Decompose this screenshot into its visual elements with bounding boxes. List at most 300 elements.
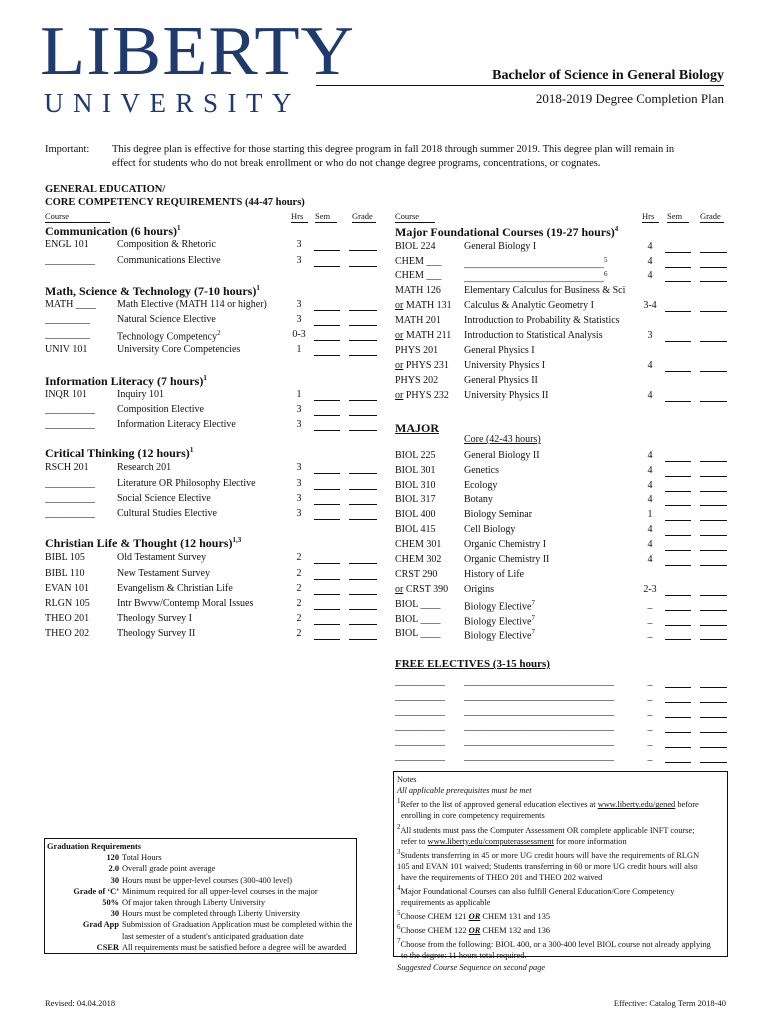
course-name-sup: 7 <box>531 614 535 622</box>
sem-blank[interactable] <box>314 480 340 490</box>
course-row <box>45 569 380 583</box>
course-code: __________ <box>45 493 95 504</box>
section-title-text: Information Literacy (7 hours) <box>45 374 204 388</box>
note-5-a: Choose CHEM 121 <box>400 912 469 922</box>
sem-blank[interactable] <box>314 615 340 625</box>
or-connector: or <box>395 300 404 311</box>
grade-blank[interactable] <box>349 615 377 625</box>
course-code: __________ <box>45 508 95 519</box>
course-name <box>464 316 620 326</box>
grade-blank[interactable] <box>349 480 377 490</box>
course-hours: 3 <box>296 239 302 250</box>
foundational-title-sup: 4 <box>614 225 619 233</box>
course-code: PHYS 202 <box>395 375 439 386</box>
grade-blank[interactable] <box>700 452 727 462</box>
course-name-text: Cell Biology <box>464 524 516 535</box>
grade-blank[interactable] <box>349 585 377 595</box>
sem-blank[interactable] <box>665 243 691 253</box>
course-name <box>464 510 532 520</box>
sem-blank[interactable] <box>665 496 691 506</box>
sem-blank[interactable] <box>314 464 340 474</box>
course-name-text: ______________________________ <box>464 676 614 687</box>
sem-blank[interactable] <box>665 272 691 282</box>
course-name-text: Theology Survey I <box>117 613 192 624</box>
sem-blank[interactable] <box>665 738 691 748</box>
course-name <box>464 525 515 535</box>
note-6-or: OR <box>468 926 481 936</box>
sem-blank[interactable] <box>314 406 340 416</box>
right-col-sem: Sem <box>667 212 689 223</box>
course-name <box>117 479 256 489</box>
course-row <box>395 346 727 360</box>
course-code-text: CRST 390 <box>403 584 449 595</box>
course-name-text: Technology Competency <box>117 331 218 343</box>
grade-blank[interactable] <box>349 630 377 640</box>
grade-blank[interactable] <box>349 257 377 267</box>
course-code: UNIV 101 <box>45 344 88 355</box>
grade-blank[interactable] <box>700 630 727 640</box>
course-name <box>464 570 524 580</box>
course-hours: 3 <box>296 299 302 310</box>
course-name-text: New Testament Survey <box>117 568 210 579</box>
course-code: CRST 290 <box>395 569 438 580</box>
grade-blank[interactable] <box>700 693 727 703</box>
course-row <box>395 361 727 375</box>
important-label: Important: <box>45 144 90 155</box>
course-hours: _ <box>647 691 653 702</box>
course-name-text: Information Literacy Elective <box>117 419 236 430</box>
course-row <box>395 600 727 614</box>
course-row <box>395 677 727 691</box>
header-rule <box>316 85 724 86</box>
sem-blank[interactable] <box>665 723 691 733</box>
course-code: __________ <box>395 751 445 762</box>
graduation-text: Minimum required for all upper-level courses in the major <box>122 886 318 896</box>
course-name-text: University Physics II <box>464 390 549 401</box>
notes-prereq: All applicable prerequisites must be met <box>397 786 532 796</box>
graduation-text: Hours must be upper-level courses (300-400 level) <box>122 875 293 885</box>
grade-blank[interactable] <box>700 511 727 521</box>
grade-blank[interactable] <box>700 258 727 268</box>
course-name <box>117 569 210 579</box>
graduation-text: Of major taken through Liberty University <box>122 898 266 908</box>
course-code-text: PHYS 232 <box>403 390 449 401</box>
grade-blank[interactable] <box>700 541 727 551</box>
course-row <box>395 331 727 345</box>
note-1-b: before <box>675 800 699 810</box>
grade-blank[interactable] <box>700 302 727 312</box>
important-line-2: effect for students who do not break enrollment or who do not change degree programs, concentrations, or cognates. <box>112 158 601 169</box>
graduation-row <box>47 875 354 886</box>
sem-blank[interactable] <box>665 452 691 462</box>
section-title <box>45 447 193 459</box>
right-col-hrs: Hrs <box>642 212 659 223</box>
grade-blank[interactable] <box>349 510 377 520</box>
course-name-text: Composition Elective <box>117 404 204 415</box>
course-name-text: Biology Elective <box>464 630 532 642</box>
grade-blank[interactable] <box>349 406 377 416</box>
course-row <box>395 257 727 271</box>
computer-assessment-link[interactable]: www.liberty.edu/computerassessment <box>427 836 554 846</box>
course-hours: _ <box>647 706 653 717</box>
course-code: RLGN 105 <box>45 598 90 609</box>
course-hours: 4 <box>647 390 653 401</box>
course-name-text: Theology Survey II <box>117 628 196 639</box>
sem-blank[interactable] <box>665 753 691 763</box>
course-name-text: Composition & Rhetoric <box>117 239 216 250</box>
course-name <box>464 301 594 311</box>
gen-ed-heading-1: GENERAL EDUCATION/ <box>45 184 166 195</box>
grade-blank[interactable] <box>700 723 727 733</box>
course-code: BIOL 224 <box>395 241 436 252</box>
course-code: BIOL ____ <box>395 628 441 639</box>
grade-blank[interactable] <box>349 316 377 326</box>
graduation-row <box>47 942 354 954</box>
course-code: BIOL 415 <box>395 524 436 535</box>
course-row <box>45 405 380 419</box>
course-code <box>395 391 449 401</box>
course-name <box>464 692 614 702</box>
course-code: INQR 101 <box>45 389 87 400</box>
course-row <box>395 555 727 569</box>
sem-blank[interactable] <box>314 585 340 595</box>
grade-blank[interactable] <box>700 708 727 718</box>
course-name-text: Inquiry 101 <box>117 389 164 400</box>
sem-blank[interactable] <box>665 586 691 596</box>
grade-blank[interactable] <box>700 678 727 688</box>
grade-blank[interactable] <box>700 556 727 566</box>
note-6-a: Choose CHEM 122 <box>400 926 469 936</box>
course-name-text: General Biology I <box>464 241 537 252</box>
sem-blank[interactable] <box>314 570 340 580</box>
course-code: CHEM 301 <box>395 539 442 550</box>
course-row <box>395 737 727 751</box>
course-hours: 4 <box>647 480 653 491</box>
sem-blank[interactable] <box>665 302 691 312</box>
course-row <box>395 722 727 736</box>
or-connector: or <box>395 330 404 341</box>
grade-blank[interactable] <box>700 243 727 253</box>
course-hours: _ <box>647 721 653 732</box>
course-hours: 3 <box>296 508 302 519</box>
section-title-text: Math, Science & Technology (7-10 hours) <box>45 284 257 298</box>
course-code: THEO 201 <box>45 613 90 624</box>
left-col-course: Course <box>45 212 110 223</box>
liberty-logo-wordmark: LIBERTY <box>40 12 355 90</box>
section-title-text: Christian Life & Thought (12 hours) <box>45 536 233 550</box>
sem-blank[interactable] <box>314 331 340 341</box>
course-hours: 4 <box>647 524 653 535</box>
course-row <box>395 481 727 495</box>
graduation-row <box>47 897 354 908</box>
section-title <box>45 537 241 549</box>
course-code: __________ <box>395 736 445 747</box>
grade-blank[interactable] <box>349 346 377 356</box>
sem-blank[interactable] <box>665 332 691 342</box>
course-code-text: PHYS 231 <box>403 360 449 371</box>
course-hours: 3 <box>296 493 302 504</box>
course-row <box>395 615 727 629</box>
grade-blank[interactable] <box>700 496 727 506</box>
grade-blank[interactable] <box>349 570 377 580</box>
grade-blank[interactable] <box>349 391 377 401</box>
grade-blank[interactable] <box>700 586 727 596</box>
course-code: ENGL 101 <box>45 239 89 250</box>
note-4: $^4$Major Foundational Courses can also fulfill General Education/Core Competency <box>397 884 675 897</box>
core-label-text: Core (42-43 hours) <box>464 434 541 445</box>
section-title-sup: 1 <box>177 224 181 232</box>
course-code: PHYS 201 <box>395 345 439 356</box>
section-title <box>45 285 260 297</box>
note-7: $^7$Choose from the following: BIOL 400, or a 300-400 level BIOL course not already applying <box>397 937 711 950</box>
left-col-sem: Sem <box>315 212 337 223</box>
or-connector: or <box>395 360 404 371</box>
graduation-label: 30 <box>110 909 119 919</box>
course-name-text: Biology Seminar <box>464 509 533 520</box>
grade-blank[interactable] <box>700 392 727 402</box>
important-line-1: This degree plan is effective for those starting this degree program in fall 2018 through summer 2019. This degree plan will remain in <box>112 144 675 155</box>
sem-blank[interactable] <box>314 554 340 564</box>
grade-blank[interactable] <box>349 554 377 564</box>
grade-blank[interactable] <box>700 467 727 477</box>
course-row <box>45 315 380 329</box>
course-hours: 4 <box>647 494 653 505</box>
sem-blank[interactable] <box>665 526 691 536</box>
grade-blank[interactable] <box>700 753 727 763</box>
sem-blank[interactable] <box>314 346 340 356</box>
course-row <box>45 479 380 493</box>
course-code <box>395 585 448 595</box>
course-row <box>395 451 727 465</box>
sem-blank[interactable] <box>665 693 691 703</box>
course-row <box>395 271 727 285</box>
course-code: BIOL ____ <box>395 599 441 610</box>
course-name <box>117 599 253 609</box>
course-row <box>395 629 727 643</box>
course-code: _________ <box>45 329 90 340</box>
right-col-course: Course <box>395 212 435 223</box>
gened-link[interactable]: www.liberty.edu/gened <box>597 800 676 810</box>
grade-blank[interactable] <box>700 616 727 626</box>
course-name <box>117 330 221 342</box>
grade-blank[interactable] <box>700 601 727 611</box>
course-hours: 2 <box>296 628 302 639</box>
course-name-text: ____________________________ <box>464 258 604 270</box>
course-hours: 3 <box>296 419 302 430</box>
course-row <box>395 752 727 766</box>
course-row <box>45 629 380 643</box>
course-name-text: ______________________________ <box>464 706 614 717</box>
course-name-text: Organic Chemistry II <box>464 554 550 565</box>
sem-blank[interactable] <box>314 630 340 640</box>
course-name-text: Evangelism & Christian Life <box>117 583 233 594</box>
grade-blank[interactable] <box>700 526 727 536</box>
course-code: BIBL 105 <box>45 552 85 563</box>
sem-blank[interactable] <box>665 392 691 402</box>
grade-blank[interactable] <box>349 421 377 431</box>
course-name <box>464 376 538 386</box>
course-name <box>464 629 535 641</box>
course-name-text: Intr Bwvw/Contemp Moral Issues <box>117 598 254 609</box>
course-hours: 2-3 <box>643 584 657 595</box>
sem-blank[interactable] <box>314 600 340 610</box>
sem-blank[interactable] <box>314 391 340 401</box>
sem-blank[interactable] <box>665 511 691 521</box>
foundational-title-text: Major Foundational Courses (19-27 hours) <box>395 225 615 239</box>
course-row <box>45 599 380 613</box>
course-row <box>395 376 727 390</box>
sem-blank[interactable] <box>665 630 691 640</box>
course-hours: 4 <box>647 450 653 461</box>
grade-blank[interactable] <box>700 332 727 342</box>
course-code: MATH 126 <box>395 285 441 296</box>
sem-blank[interactable] <box>665 601 691 611</box>
course-name-text: General Physics I <box>464 345 535 356</box>
gen-ed-heading-2: CORE COMPETENCY REQUIREMENTS (44-47 hours) <box>45 197 305 208</box>
grade-blank[interactable] <box>349 241 377 251</box>
course-code: CHEM ___ <box>395 270 442 281</box>
foundational-title <box>395 226 618 238</box>
graduation-row <box>47 908 354 919</box>
course-code: MATH ____ <box>45 299 96 310</box>
course-name <box>464 600 535 612</box>
course-hours: 2 <box>296 568 302 579</box>
grade-blank[interactable] <box>700 362 727 372</box>
sem-blank[interactable] <box>665 708 691 718</box>
note-7-b: to the degree: 11 hours total required. <box>401 951 527 961</box>
course-code: THEO 202 <box>45 628 90 639</box>
course-name <box>464 722 614 732</box>
course-name-text: Math Elective (MATH 114 or higher) <box>117 299 267 310</box>
page-title: Bachelor of Science in General Biology <box>492 68 724 83</box>
grade-blank[interactable] <box>349 331 377 341</box>
note-1-a: Refer to the list of approved general education electives at <box>400 800 598 810</box>
course-row <box>45 584 380 598</box>
left-col-grade: Grade <box>352 212 376 223</box>
graduation-label: CSER <box>47 942 122 954</box>
section-title-sup: 1 <box>189 446 194 454</box>
sem-blank[interactable] <box>665 616 691 626</box>
graduation-row <box>47 931 354 942</box>
course-hours: 0-3 <box>292 329 306 340</box>
grade-blank[interactable] <box>349 600 377 610</box>
course-name-text: Social Science Elective <box>117 493 211 504</box>
course-hours: _ <box>647 614 653 625</box>
grade-blank[interactable] <box>700 272 727 282</box>
sem-blank[interactable] <box>314 241 340 251</box>
course-code: __________ <box>45 419 95 430</box>
sem-blank[interactable] <box>314 421 340 431</box>
sem-blank[interactable] <box>314 316 340 326</box>
course-hours: 3 <box>647 330 653 341</box>
grade-blank[interactable] <box>700 482 727 492</box>
graduation-text: Hours must be completed through Liberty University <box>122 909 301 919</box>
graduation-label: 120 <box>106 853 119 863</box>
course-name-sup: 7 <box>531 628 535 636</box>
sem-blank[interactable] <box>665 258 691 268</box>
section-title-text: Critical Thinking (12 hours) <box>45 446 190 460</box>
sem-blank[interactable] <box>665 541 691 551</box>
course-name <box>464 752 614 762</box>
course-name-text: Genetics <box>464 465 499 476</box>
sem-blank[interactable] <box>665 678 691 688</box>
grade-blank[interactable] <box>349 495 377 505</box>
sem-blank[interactable] <box>665 556 691 566</box>
course-name-sup: 7 <box>531 599 535 607</box>
course-code <box>395 331 451 341</box>
course-hours: 4 <box>647 554 653 565</box>
sem-blank[interactable] <box>665 467 691 477</box>
course-name <box>464 271 608 283</box>
course-name <box>464 555 549 565</box>
course-code <box>395 301 452 311</box>
sem-blank[interactable] <box>314 495 340 505</box>
note-2-a: All students must pass the Computer Assessment OR complete applicable INFT course; <box>400 825 695 835</box>
note-2: $^2$All students must pass the Computer Assessment OR complete applicable INFT course; <box>397 822 695 835</box>
course-name-text: Botany <box>464 494 493 505</box>
course-row <box>395 707 727 721</box>
course-name-text: History of Life <box>464 569 524 580</box>
course-name-text: University Physics I <box>464 360 546 371</box>
course-name-text: Cultural Studies Elective <box>117 508 217 519</box>
course-name-text: Elementary Calculus for Business & Sci <box>464 285 626 296</box>
sem-blank[interactable] <box>314 510 340 520</box>
course-code: BIOL 225 <box>395 450 436 461</box>
course-code: __________ <box>45 404 95 415</box>
sem-blank[interactable] <box>665 362 691 372</box>
sem-blank[interactable] <box>314 301 340 311</box>
sem-blank[interactable] <box>314 257 340 267</box>
graduation-row <box>47 919 354 930</box>
section-title <box>45 375 207 387</box>
course-row <box>45 614 380 628</box>
course-name <box>464 451 540 461</box>
course-name-text: Origins <box>464 584 494 595</box>
graduation-label: Grad App <box>82 920 119 930</box>
graduation-text: Total Hours <box>122 853 162 863</box>
revised-date: Revised: 04.04.2018 <box>45 998 116 1008</box>
course-hours: 3 <box>296 404 302 415</box>
grade-blank[interactable] <box>349 301 377 311</box>
course-hours: 2 <box>296 613 302 624</box>
course-hours: 2 <box>296 583 302 594</box>
course-row <box>395 495 727 509</box>
course-name <box>117 405 204 415</box>
or-connector: or <box>395 584 404 595</box>
sem-blank[interactable] <box>665 482 691 492</box>
course-row <box>395 692 727 706</box>
course-hours: _ <box>647 751 653 762</box>
university-logo-wordmark: UNIVERSITY <box>44 88 301 118</box>
course-name <box>117 509 217 519</box>
grade-blank[interactable] <box>349 464 377 474</box>
suggested-sequence: Suggested Course Sequence on second page <box>397 962 546 972</box>
course-name <box>117 494 211 504</box>
course-row <box>395 525 727 539</box>
course-name <box>464 257 608 269</box>
course-name <box>464 286 625 296</box>
course-hours: 4 <box>647 270 653 281</box>
course-row <box>45 256 380 270</box>
course-row <box>45 390 380 404</box>
course-name <box>464 737 614 747</box>
course-row <box>395 570 727 584</box>
course-row <box>395 242 727 256</box>
grade-blank[interactable] <box>700 738 727 748</box>
course-name <box>464 466 499 476</box>
course-hours: 3 <box>296 314 302 325</box>
course-code: __________ <box>45 255 95 266</box>
